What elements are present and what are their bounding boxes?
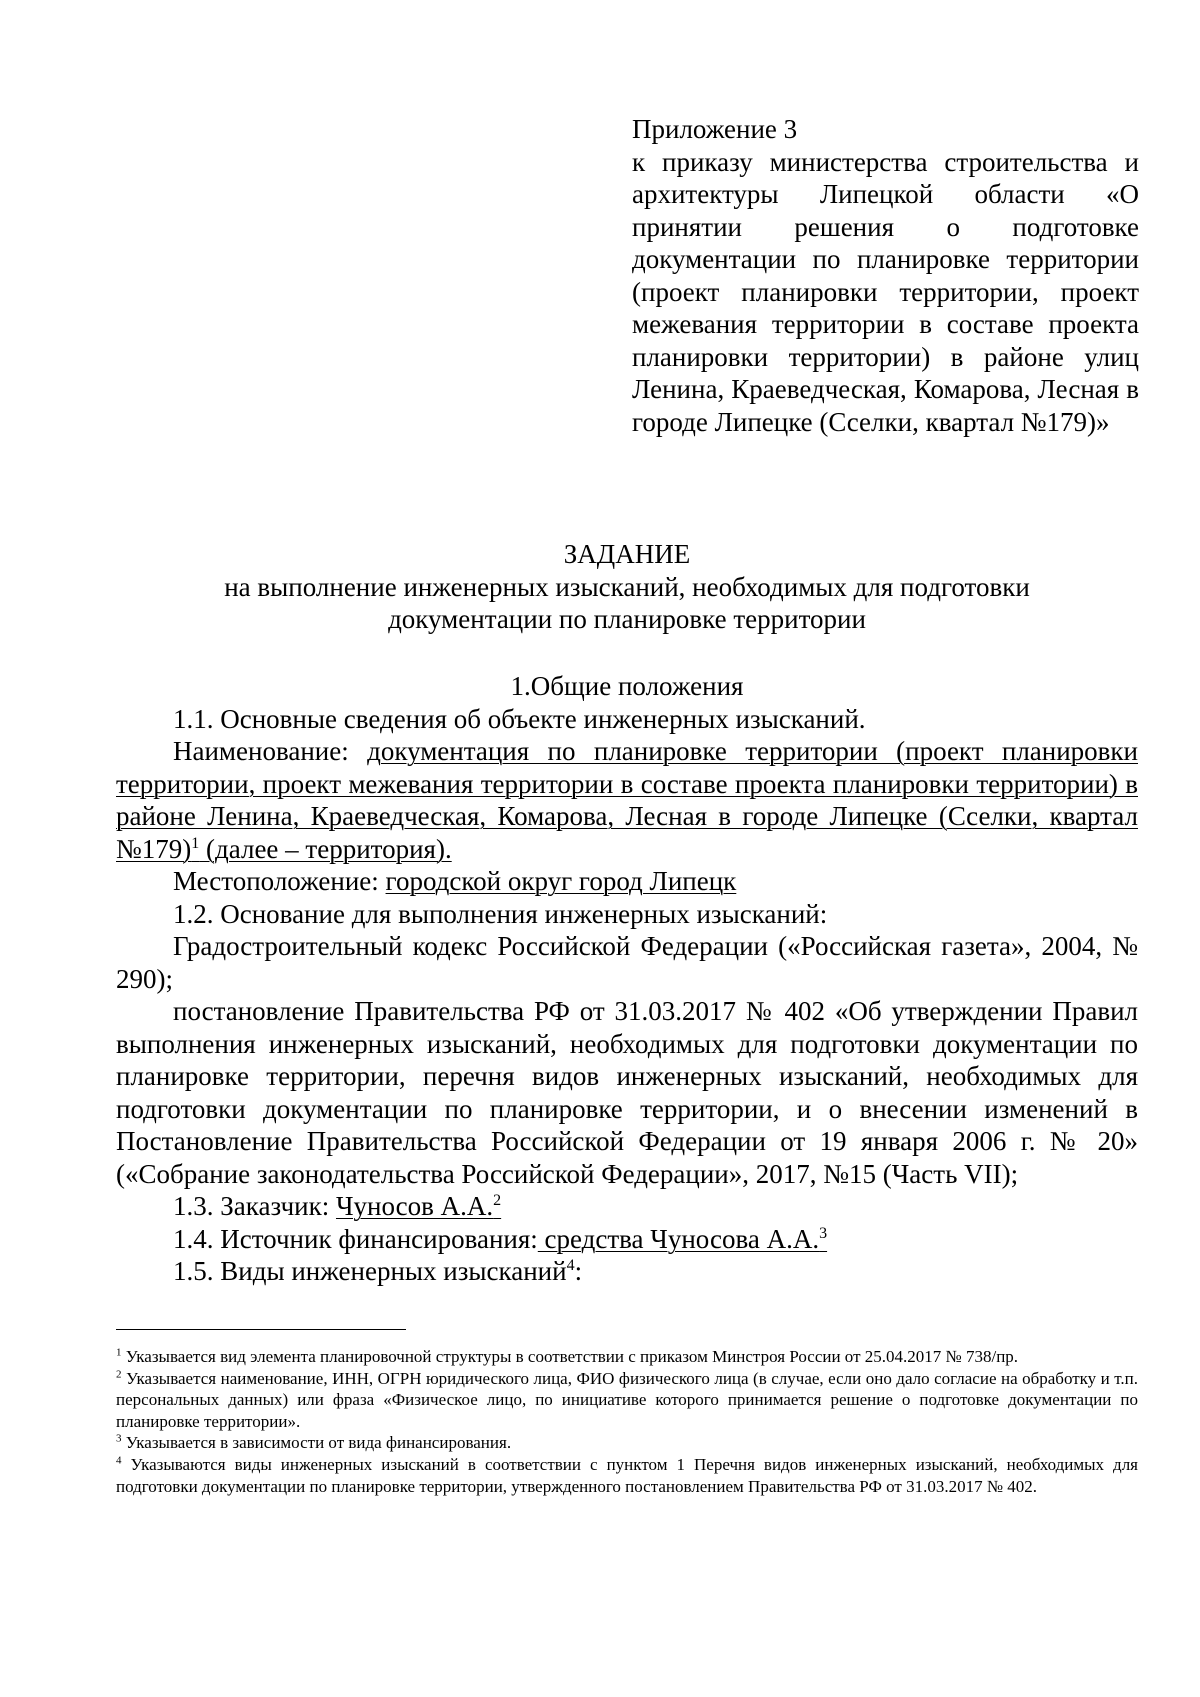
object-name (116, 735, 1138, 865)
footnote-divider (116, 1329, 406, 1330)
item-1-4-funding: 1.4. Источник финансирования: средства Чуносова А.А.$^3$ (173, 1223, 828, 1254)
footnote-ref-4: 4 (566, 1257, 575, 1274)
annex-label: Приложение 3 (632, 114, 798, 144)
document-title (116, 538, 1138, 636)
location (116, 865, 1138, 898)
footnote-2: $^2$ Указывается наименование, ИНН, ОГРН юридического лица, ФИО физического лица (в случае, если оно дало согласие на обработку и т.п. персональных данных) или фраза «Физическое лицо, по инициативе которого принимается решение о подготовке документации по планировке территории». (116, 1367, 1138, 1431)
footnote-ref-2: 2 (493, 1192, 502, 1209)
basis-town-planning-code: Градостроительный кодекс Российской Федерации («Российская газета», 2004, № 290); (116, 931, 1138, 994)
object-name-value: документация по планировке территории (проект планировки территории, проект межевания территории в составе проекта планировки территории) в районе Ленина, Краеведческая, Комарова, Лесная в городе Липецке (Сселки, квартал №179)$^1$ (далее – территория). (116, 736, 1138, 864)
title-line-1: на выполнение инженерных изысканий, необходимых для подготовки (224, 571, 1030, 602)
annex-header (632, 113, 1139, 438)
annex-order-reference: к приказу министерства строительства и архитектуры Липецкой области «О принятии решения о подготовке документации по планировке территории (проект планировки территории, проект межевания территории в составе проекта планировки территории) в районе улиц Ленина, Краеведческая, Комарова, Лесная в городе Липецке (Сселки, квартал №179)» (632, 146, 1139, 437)
document-body (116, 670, 1138, 1288)
item-1-1: 1.1. Основные сведения об объекте инженерных изысканий. (173, 703, 866, 734)
location-value: городской округ город Липецк (385, 866, 737, 896)
funding-value: средства Чуносова А.А.$^3$ (537, 1223, 828, 1254)
footnote-ref-3: 3 (819, 1224, 828, 1242)
footnotes (116, 1346, 1138, 1497)
section-heading: 1.Общие положения (510, 671, 744, 701)
item-1-3-customer: 1.3. Заказчик: Чуносов А.А.$^2$ (173, 1191, 502, 1221)
footnote-4: $^4$ Указываются виды инженерных изысканий в соответствии с пунктом 1 Перечня видов инженерных изысканий, необходимых для подготовки документации по планировке территории, утвержденного постановлением Правительства РФ от 31.03.2017 № 402. (116, 1454, 1138, 1496)
footnote-ref-1: 1 (191, 834, 200, 852)
location-label: Местоположение: (173, 866, 386, 896)
basis-government-decree: постановление Правительства РФ от 31.03.2017 № 402 «Об утверждении Правил выполнения инженерных изысканий, необходимых для подготовки документации по планировке территории, перечня видов инженерных изысканий, необходимых для подготовки документации по планировке территории, и о внесении изменений в Постановление Правительства Российской Федерации от 19 января 2006 г. № 20» («Собрание законодательства Российской Федерации», 2017, №15 (Часть VII); (116, 996, 1138, 1189)
object-name-label: Наименование: (173, 736, 368, 766)
item-1-5-survey-types: 1.5. Виды инженерных изысканий$^4$: (173, 1256, 583, 1286)
title-line-2: документации по планировке территории (388, 604, 866, 634)
footnote-1: $^1$ Указывается вид элемента планировочной структуры в соответствии с приказом Минстроя России от 25.04.2017 № 738/пр. (116, 1346, 1019, 1366)
customer-value: Чуносов А.А.$^2$ (335, 1191, 502, 1221)
title-heading: ЗАДАНИЕ (563, 539, 691, 569)
footnote-3: $^3$ Указывается в зависимости от вида финансирования. (116, 1432, 512, 1453)
item-1-2: 1.2. Основание для выполнения инженерных изысканий: (173, 898, 828, 929)
